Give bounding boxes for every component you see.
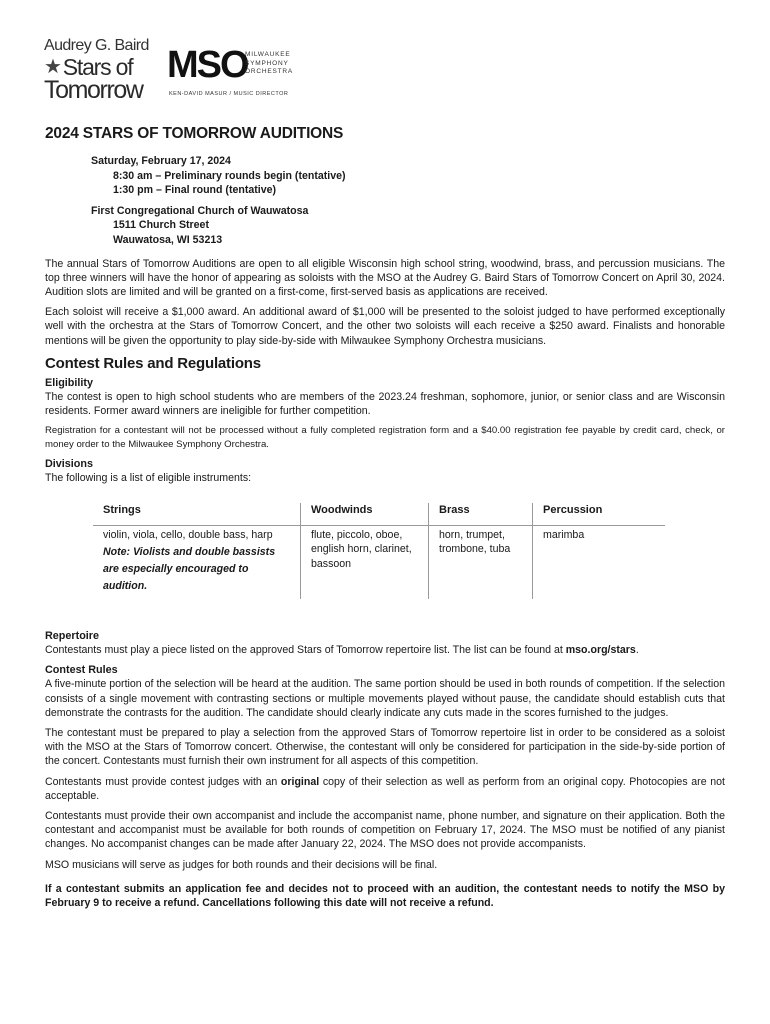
division-instruments: marimba (543, 528, 585, 541)
baird-logo-stars-text: Stars of (62, 54, 133, 80)
venue-block (91, 204, 725, 248)
mso-director-line: KEN-DAVID MASUR / MUSIC DIRECTOR (169, 91, 289, 97)
repertoire-text-end: . (635, 644, 639, 657)
mso-logo-mark: MSO (167, 44, 248, 86)
refund-notice: If a contestant submits an application fee and decides not to proceed with an audition, the contestant needs to notify the MSO by February 9 to receive a refund. Cancellations following this date will not receive a refund. (45, 882, 725, 910)
contest-rule-paragraph: A five-minute portion of the selection will be heard at the audition. The same portion should be used in both rounds of competition. If the selection consists of a single movement with contrasting sections or multiple movements played without pause, the candidate should establish cuts that demonstrate the contrasts for the audition. The candidate should clearly indicate any cuts made in the scores furnished to the judges. (45, 678, 725, 719)
rules-heading: Contest Rules and Regulations (45, 354, 261, 372)
division-header: Woodwinds (311, 503, 373, 516)
division-note: Note: Violists and double bassists are especially encouraged to audition. (103, 546, 276, 593)
original-copy-text-end: copy of their selection as well as perform from an original copy. Photocopies are not acceptable. (45, 775, 725, 802)
venue-name: First Congregational Church of Wauwatosa (91, 204, 309, 217)
mso-logo (167, 46, 307, 104)
contest-rules-heading: Contest Rules (45, 664, 118, 677)
schedule-block (91, 154, 725, 198)
division-header: Strings (103, 503, 141, 516)
divisions-heading: Divisions (45, 458, 94, 471)
document-body (45, 124, 725, 910)
repertoire-text-body: Contestants must play a piece listed on the approved Stars of Tomorrow repertoire list. The list can be found at (45, 644, 566, 657)
division-column-strings (93, 503, 300, 600)
venue-street: 1511 Church Street (113, 219, 209, 232)
audition-date: Saturday, February 17, 2024 (91, 155, 231, 167)
baird-logo-line1: Audrey G. Baird (44, 37, 149, 54)
division-header: Brass (439, 503, 470, 516)
registration-text: Registration for a contestant will not be processed without a fully completed registration form and a $40.00 registration fee payable by credit card, check, or money order to the Milwaukee Symphony Orchestra. (45, 425, 725, 450)
baird-logo-line2 (44, 56, 132, 78)
divisions-intro: The following is a list of eligible instruments: (45, 472, 252, 485)
division-header: Percussion (543, 503, 603, 516)
contest-rule-paragraph (45, 775, 725, 803)
awards-paragraph: Each soloist will receive a $1,000 award. An additional award of $1,000 will be presented to the soloist judged to have performed exceptionally well with the orchestra at the Stars of Tomorrow Concert, and the other two soloists will each receive a $250 award. Finalists and honorable mentions will be given the opportunity to play side-by-side with Milwaukee Symphony Orchestra musicians. (45, 306, 725, 347)
division-column-brass (428, 503, 532, 600)
mso-name-line: SYMPHONY (245, 59, 289, 67)
original-emphasis: original (280, 775, 320, 788)
division-column-percussion (532, 503, 665, 600)
division-column-woodwinds (300, 503, 428, 600)
star-icon: ★ (44, 56, 61, 78)
repertoire-link[interactable]: mso.org/stars (565, 644, 636, 657)
contest-rule-paragraph: The contestant must be prepared to play a selection from the approved Stars of Tomorrow repertoire list in order to be considered as a soloist with the MSO at the Stars of Tomorrow concert. Otherwise, the contestant will only be considered for participation in the side-by-side portion of the concert. Contestants must furnish their own instrument for all aspects of this competition. (45, 726, 725, 768)
final-round-time: 1:30 pm – Final round (tentative) (113, 184, 277, 197)
mso-name-line: MILWAUKEE (245, 51, 291, 58)
baird-logo-line3: Tomorrow (44, 76, 143, 104)
mso-logo-name (245, 51, 293, 77)
preliminary-round-time: 8:30 am – Preliminary rounds begin (tentative) (113, 169, 346, 182)
repertoire-text (45, 643, 725, 657)
divisions-table (93, 503, 665, 600)
division-instruments: violin, viola, cello, double bass, harp (103, 528, 273, 541)
division-instruments: flute, piccolo, oboe, english horn, clarinet, bassoon (311, 528, 412, 570)
venue-city: Wauwatosa, WI 53213 (113, 233, 223, 246)
contest-rule-paragraph: MSO musicians will serve as judges for both rounds and their decisions will be final. (45, 858, 438, 871)
contest-rule-paragraph: Contestants must provide their own accompanist and include the accompanist name, phone number, and signature on their application. Both the contestant and accompanist must be available for both rounds of competition on February 17, 2024. The MSO must be notified of any pianist changes. No accompanist changes can be made after January 22, 2024. The MSO does not provide accompanists. (45, 810, 725, 851)
page-title: 2024 STARS OF TOMORROW AUDITIONS (45, 125, 344, 142)
intro-paragraph: The annual Stars of Tomorrow Auditions are open to all eligible Wisconsin high school string, woodwind, brass, and percussion musicians. The top three winners will have the honor of appearing as soloists with the MSO at the Audrey G. Baird Stars of Tomorrow Concert on April 30, 2024. Audition slots are limited and will be granted on a first-come, first-served basis as applications are received. (45, 257, 725, 298)
eligibility-heading: Eligibility (45, 376, 93, 389)
header-logos (44, 36, 344, 104)
repertoire-heading: Repertoire (45, 630, 100, 643)
eligibility-text: The contest is open to high school students who are members of the 2023.24 freshman, sophomore, junior, or senior class and are Wisconsin residents. Former award winners are ineligible for further competition. (45, 390, 725, 417)
mso-name-line: ORCHESTRA (245, 68, 294, 75)
division-instruments: horn, trumpet, trombone, tuba (439, 528, 511, 556)
original-copy-text: Contestants must provide contest judges with an (45, 775, 281, 788)
